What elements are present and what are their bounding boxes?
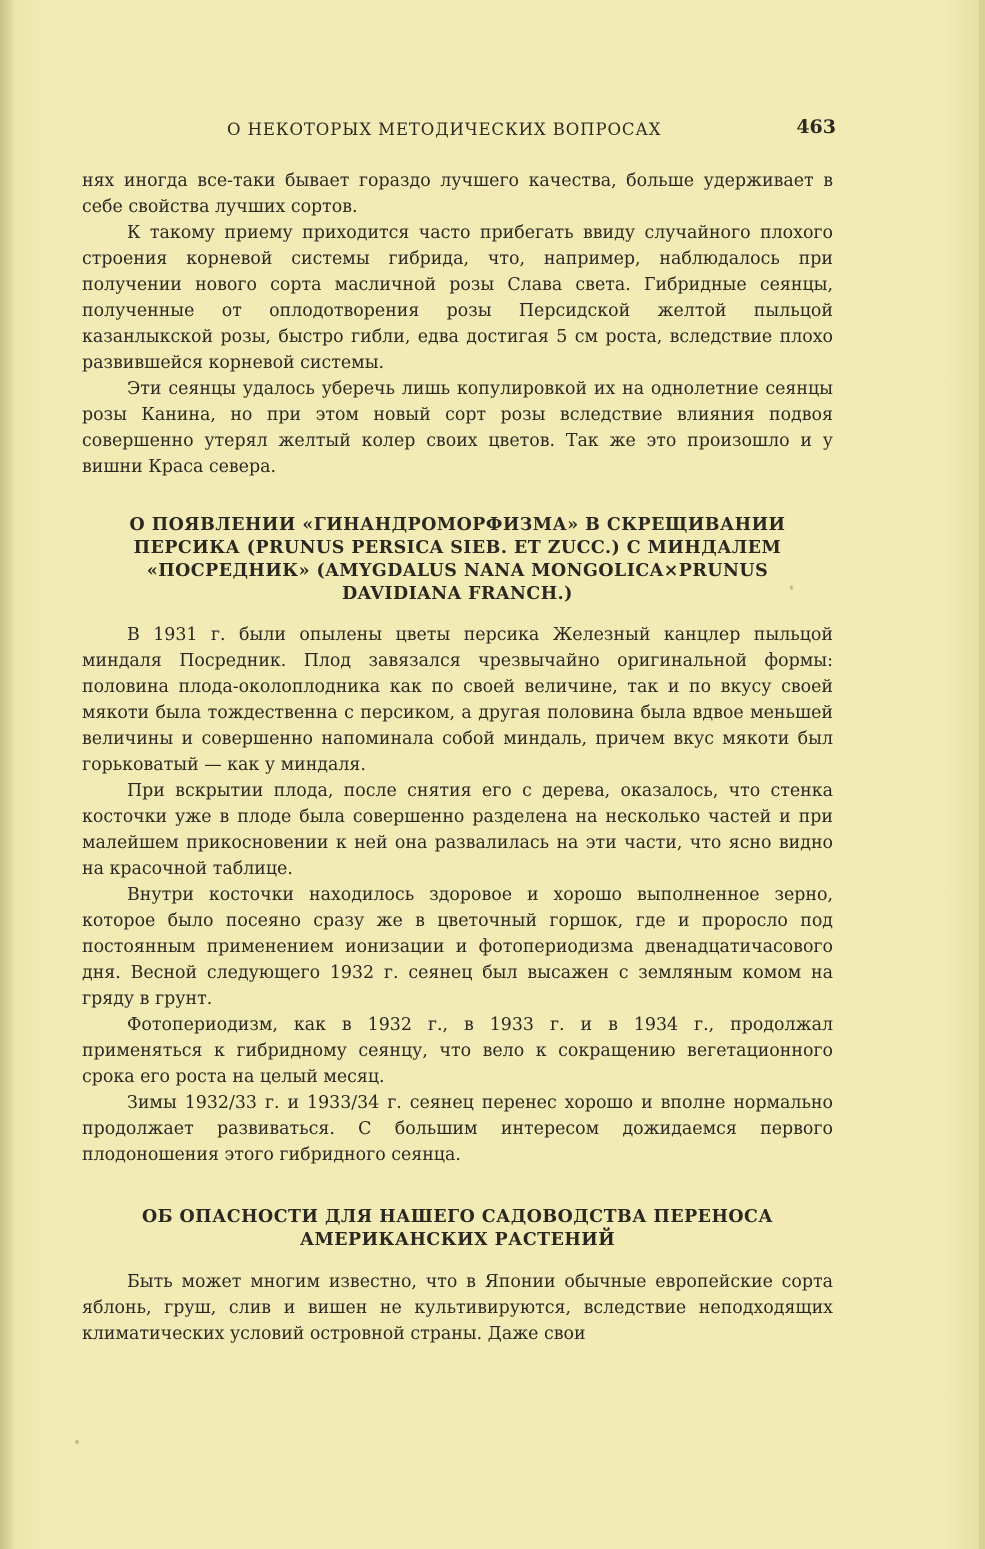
paragraph: Внутри косточки находилось здоровое и хорошо выполненное зерно, которое было посеяно сразу же в цветочный горшок, где и проросло под постоянным применением ионизации и фотопериодизма двенадцатичасового дня. Весной следующего 1932 г. сеянец был высажен с земляным комом на гряду в грунт. [82, 885, 833, 1009]
page-binding-edge [0, 0, 14, 1549]
running-title: О НЕКОТОРЫХ МЕТОДИЧЕСКИХ ВОПРОСАХ [227, 120, 662, 139]
paragraph: Быть может многим известно, что в Японии обычные европейские сорта яблонь, груш, слив и вишен не культивируются, вследствие неподходящих климатических условий островной страны. Даже свои [82, 1272, 833, 1344]
paragraph: В 1931 г. были опылены цветы персика Железный канцлер пыльцой миндаля Посредник. Плод завязался чрезвычайно оригинальной формы: половина плода-околоплодника как по своей величине, так и по вкусу своей мякоти была тождественна с персиком, а другая половина была вдвое меньшей величины и совершенно напоминала собой миндаль, причем вкус мякоти был горьковатый — как у миндаля. [82, 625, 833, 775]
paragraph: Эти сеянцы удалось уберечь лишь копулировкой их на однолетние сеянцы розы Канина, но при этом новый сорт розы вследствие влияния подвоя совершенно утерял желтый колер своих цветов. Так же это произошло и у вишни Краса севера. [82, 379, 833, 477]
paragraph: Зимы 1932/33 г. и 1933/34 г. сеянец перенес хорошо и вполне нормально продолжает развиваться. С большим интересом дожидаемся первого плодоношения этого гибридного сеянца. [82, 1093, 833, 1165]
paragraph: К такому приему приходится часто прибегать ввиду случайного плохого строения корневой системы гибрида, что, например, наблюдалось при получении нового сорта масличной розы Слава света. Гибридные сеянцы, полученные от оплодотворения розы Персидской желтой пыльцой казанлыкской розы, быстро гибли, едва достигая 5 см роста, вследствие плохо развившейся корневой системы. [82, 223, 833, 373]
page-number: 463 [796, 116, 836, 138]
page-header [82, 116, 836, 146]
section-title-american-plants: ОБ ОПАСНОСТИ ДЛЯ НАШЕГО САДОВОДСТВА ПЕРЕНОСА АМЕРИКАНСКИХ РАСТЕНИЙ [141, 1207, 774, 1250]
page-body [82, 168, 833, 1347]
paragraph: При вскрытии плода, после снятия его с дерева, оказалось, что стенка косточки уже в плоде была совершенно разделена на несколько частей и при малейшем прикосновении к ней она развалилась на эти части, что ясно видно на красочной таблице. [82, 781, 833, 879]
section-title-gynandromorphism: О ПОЯВЛЕНИИ «ГИНАНДРОМОРФИЗМА» В СКРЕЩИВАНИИ ПЕРСИКА (PRUNUS PERSICA SIEB. ET ZUCC.) С МИНДАЛЕМ «ПОСРЕДНИК» (AMYGDALUS NANA MONGOLICA×PRUNUS DAVIDIANA FRANCH.) [129, 515, 786, 604]
paragraph-continued: нях иногда все-таки бывает гораздо лучшего качества, больше удерживает в себе свойства лучших сортов. [82, 171, 833, 217]
scan-speck [75, 1440, 79, 1444]
paragraph: Фотопериодизм, как в 1932 г., в 1933 г. и в 1934 г., продолжал применяться к гибридному сеянцу, что вело к сокращению вегетационного срока его роста на целый месяц. [82, 1015, 833, 1087]
page-right-edge [979, 0, 985, 1549]
scan-speck [790, 585, 793, 590]
